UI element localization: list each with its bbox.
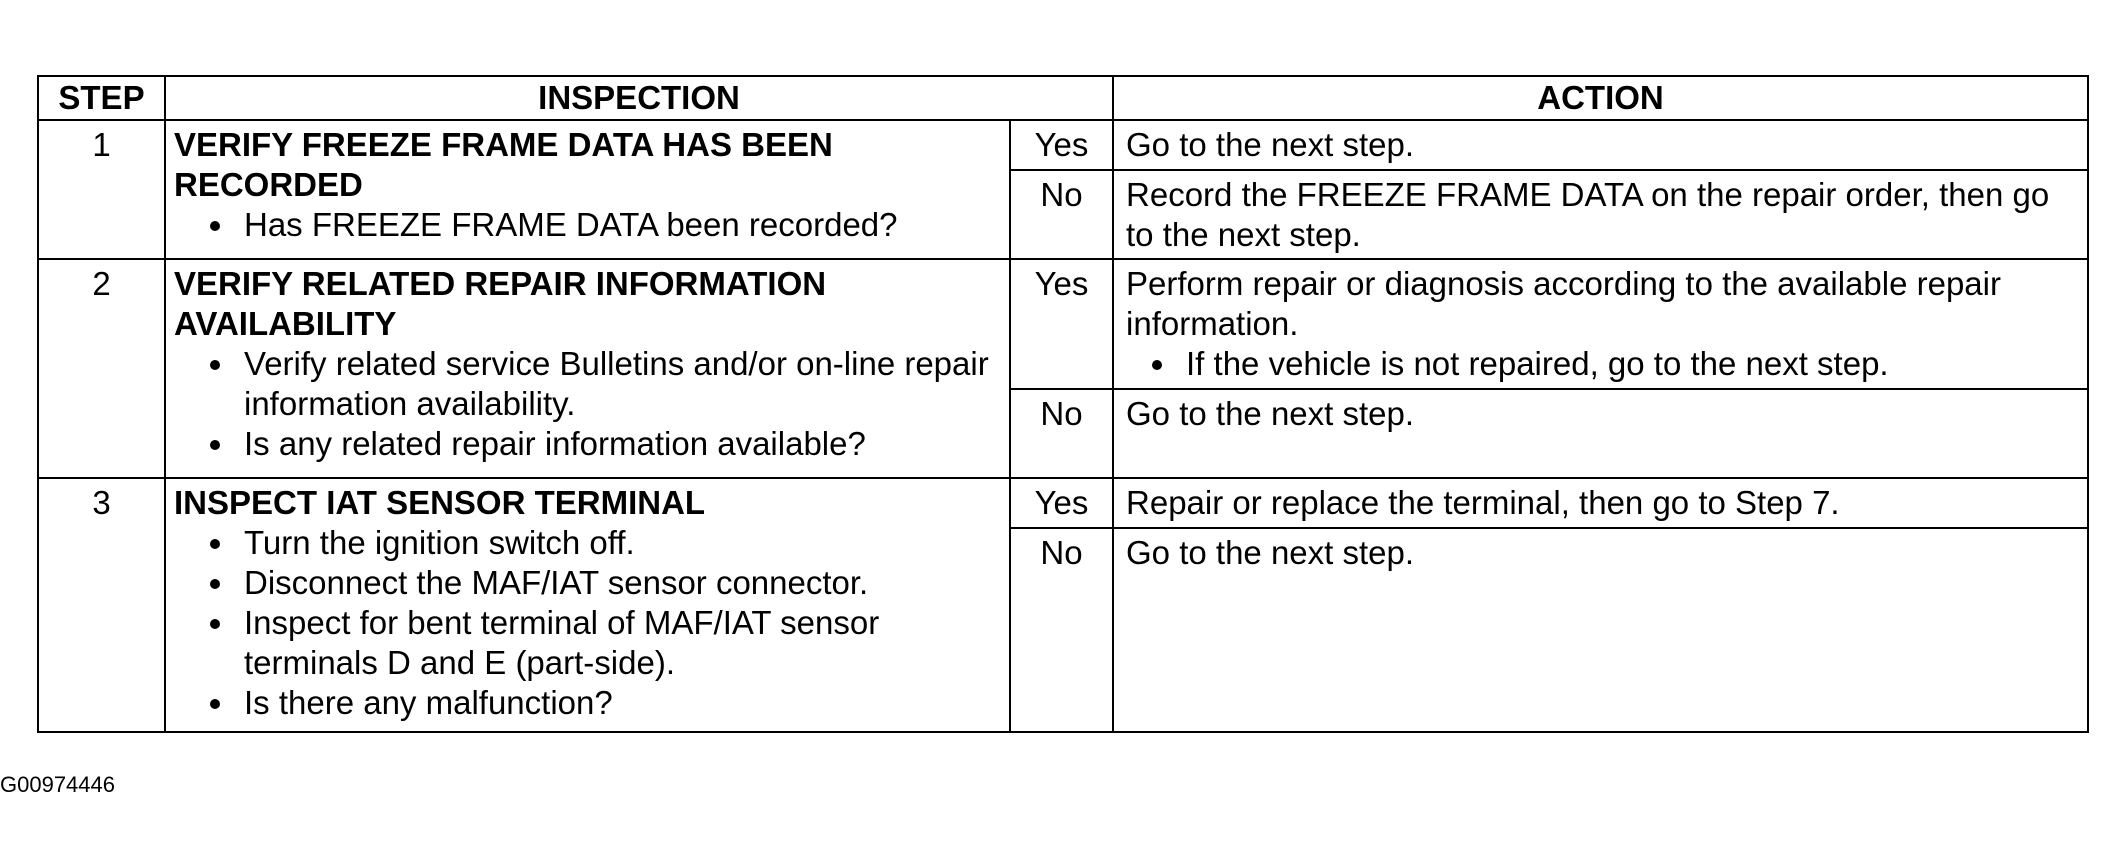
yes-label: Yes [1010, 120, 1113, 170]
inspection-bullet: Inspect for bent terminal of MAF/IAT sensor terminals D and E (part-side). [204, 603, 1001, 683]
inspection-bullets [174, 344, 1001, 464]
step-inspection [165, 259, 1010, 478]
header-step: STEP [38, 76, 165, 120]
header-action: ACTION [1113, 76, 2088, 120]
step-inspection [165, 120, 1010, 259]
no-action: Record the FREEZE FRAME DATA on the repair order, then go to the next step. [1113, 170, 2088, 259]
diagnostic-table [37, 75, 2089, 733]
yes-label: Yes [1010, 259, 1113, 389]
yes-action: Go to the next step. [1113, 120, 2088, 170]
inspection-title: VERIFY FREEZE FRAME DATA HAS BEEN RECORDED [174, 126, 833, 203]
header-row [38, 76, 2088, 120]
inspection-bullet: Is any related repair information available? [204, 424, 1001, 464]
header-inspection: INSPECTION [165, 76, 1113, 120]
bullet-dot-icon [210, 360, 220, 370]
inspection-bullet: Disconnect the MAF/IAT sensor connector. [204, 563, 1001, 603]
yes-action-text: Perform repair or diagnosis according to the available repair information. [1126, 265, 2001, 342]
yes-action [1113, 259, 2088, 389]
inspection-bullet: Turn the ignition switch off. [204, 523, 1001, 563]
bullet-dot-icon [210, 221, 220, 231]
step-3-yes-row [38, 478, 2088, 528]
inspection-bullet: Verify related service Bulletins and/or on-line repair information availability. [204, 344, 1001, 424]
bullet-dot-icon [210, 619, 220, 629]
step-number: 3 [38, 478, 165, 732]
figure-id: G00974446 [0, 772, 115, 797]
bullet-dot-icon [1152, 360, 1162, 370]
step-inspection [165, 478, 1010, 732]
action-bullet: If the vehicle is not repaired, go to the next step. [1146, 344, 2079, 384]
bullet-dot-icon [210, 440, 220, 450]
no-label: No [1010, 528, 1113, 732]
bullet-dot-icon [210, 579, 220, 589]
yes-label: Yes [1010, 478, 1113, 528]
no-label: No [1010, 389, 1113, 478]
bullet-dot-icon [210, 699, 220, 709]
bullet-dot-icon [210, 539, 220, 549]
no-action: Go to the next step. [1113, 389, 2088, 478]
inspection-title: INSPECT IAT SENSOR TERMINAL [174, 484, 706, 521]
step-1-yes-row [38, 120, 2088, 170]
no-label: No [1010, 170, 1113, 259]
yes-action: Repair or replace the terminal, then go to Step 7. [1113, 478, 2088, 528]
step-number: 2 [38, 259, 165, 478]
step-number: 1 [38, 120, 165, 259]
action-bullets [1126, 344, 2079, 384]
no-action: Go to the next step. [1113, 528, 2088, 732]
inspection-bullet: Has FREEZE FRAME DATA been recorded? [204, 205, 1001, 245]
inspection-bullet: Is there any malfunction? [204, 683, 1001, 723]
inspection-bullets [174, 205, 1001, 245]
inspection-bullets [174, 523, 1001, 723]
step-2-yes-row [38, 259, 2088, 389]
inspection-title: VERIFY RELATED REPAIR INFORMATION AVAILABILITY [174, 265, 827, 342]
